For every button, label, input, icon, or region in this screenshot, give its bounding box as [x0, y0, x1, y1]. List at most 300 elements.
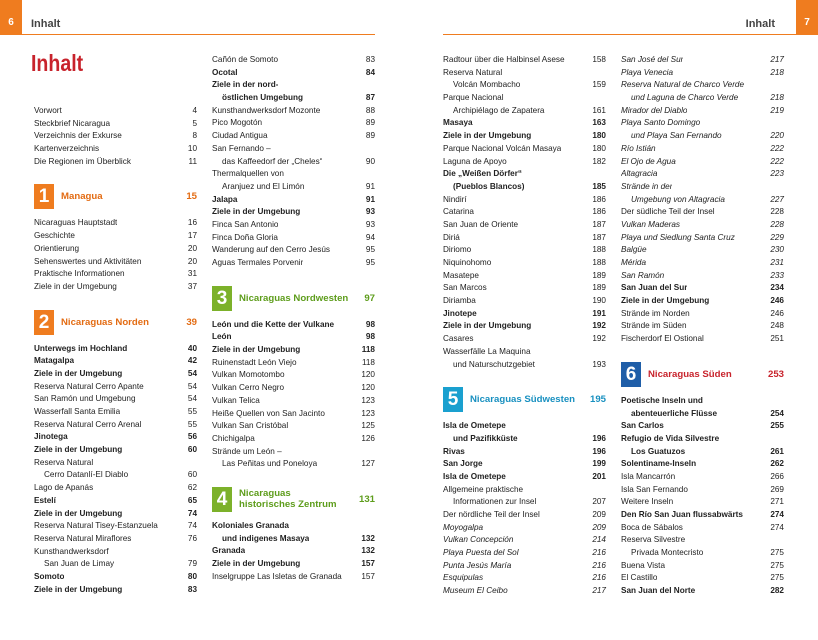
toc-entry-page: 220 [770, 131, 784, 141]
toc-entry[interactable] [212, 433, 375, 446]
toc-entry[interactable] [621, 484, 784, 497]
toc-entry-title: Ziele in der Umgebung [212, 559, 301, 568]
toc-entry[interactable] [621, 496, 784, 509]
toc-entry[interactable] [34, 444, 197, 457]
toc-entry[interactable] [212, 105, 375, 118]
toc-entry[interactable] [34, 130, 197, 143]
toc-entry[interactable] [34, 457, 197, 470]
toc-entry-page: 16 [187, 218, 197, 228]
toc-entry[interactable] [212, 79, 375, 92]
toc-entry[interactable] [621, 509, 784, 522]
toc-entry[interactable] [443, 560, 606, 573]
toc-entry-page: 186 [592, 207, 606, 217]
toc-entry[interactable] [443, 181, 606, 194]
toc-entry[interactable] [34, 343, 197, 356]
toc-entry-page: 40 [187, 343, 197, 353]
toc-entry-page: 187 [592, 232, 606, 242]
toc-entry-title: Moyogalpa [443, 522, 484, 532]
toc-entry[interactable] [34, 482, 197, 495]
toc-entry-page: 60 [187, 445, 197, 455]
toc-entry[interactable] [34, 495, 197, 508]
toc-entry[interactable] [212, 520, 375, 533]
toc-entry[interactable] [34, 355, 197, 368]
toc-entry-page: 120 [361, 370, 375, 380]
toc-entry-page: 4 [192, 106, 197, 115]
section-page: 39 [186, 316, 197, 328]
toc-entry-title: Umgebung von Altagracia [631, 194, 725, 204]
toc-entry[interactable] [212, 571, 375, 584]
toc-entry-title: Playa und Siedlung Santa Cruz [621, 232, 735, 242]
section-6-heading[interactable] [621, 360, 784, 389]
toc-entry-title: Archipiélago de Zapatera [453, 105, 545, 115]
toc-entry[interactable] [34, 217, 197, 230]
toc-entry-title: Parque Nacional [443, 93, 504, 103]
toc-entry-title: Ziele in der Umgebung [34, 281, 117, 291]
toc-entry[interactable] [443, 346, 606, 359]
toc-entry[interactable] [621, 560, 784, 573]
section-4-heading[interactable] [212, 485, 375, 514]
toc-entry-title: Koloniales Granada [212, 520, 289, 530]
toc-entry-title: Río Istián [621, 143, 656, 153]
toc-entry-title: Den Río San Juan flussabwärts [621, 510, 743, 519]
toc-entry[interactable] [34, 431, 197, 444]
toc-entry[interactable] [443, 496, 606, 509]
toc-entry-title: Ziele in der nord- [212, 80, 279, 90]
toc-entry-title: Ziele in der Umgebung [212, 207, 301, 217]
toc-entry[interactable] [443, 420, 606, 433]
toc-entry[interactable] [34, 105, 197, 118]
toc-entry[interactable] [621, 320, 784, 333]
toc-entry-title: San Carlos [621, 421, 664, 431]
toc-entry-page: 186 [592, 194, 606, 204]
toc-entry-title: El Ojo de Agua [621, 156, 676, 166]
toc-entry[interactable] [443, 270, 606, 283]
toc-entry-title: Diriomo [443, 245, 472, 255]
toc-entry[interactable] [443, 67, 606, 80]
toc-entry[interactable] [621, 308, 784, 321]
toc-entry[interactable] [212, 319, 375, 332]
toc-entry[interactable] [621, 206, 784, 219]
column-3-list [443, 54, 606, 371]
toc-entry[interactable] [212, 446, 375, 459]
section-2-list [34, 343, 197, 597]
toc-entry-title: Praktische Informationen [34, 269, 125, 279]
toc-entry[interactable] [621, 270, 784, 283]
toc-entry-page: 217 [592, 586, 606, 596]
toc-entry-page: 216 [592, 573, 606, 583]
toc-entry[interactable] [621, 156, 784, 169]
toc-entry[interactable] [212, 156, 375, 169]
toc-entry[interactable] [443, 572, 606, 585]
toc-entry-page: 91 [365, 194, 375, 204]
toc-entry[interactable] [212, 194, 375, 207]
toc-entry[interactable] [443, 282, 606, 295]
toc-entry[interactable] [212, 219, 375, 232]
toc-entry-title: Las Peñitas und Poneloya [222, 459, 318, 469]
toc-entry[interactable] [621, 534, 784, 547]
toc-entry-title: Granada [212, 546, 246, 556]
toc-entry-title: Chichigalpa [212, 433, 255, 443]
toc-entry[interactable] [34, 558, 197, 571]
toc-entry-title: Fischerdorf El Ostional [621, 334, 704, 344]
toc-entry[interactable] [621, 92, 784, 105]
toc-entry[interactable] [34, 281, 197, 294]
section-number-badge: 3 [212, 286, 232, 311]
toc-entry[interactable] [621, 572, 784, 585]
toc-entry[interactable] [443, 206, 606, 219]
toc-entry-title: Mirador del Diablo [621, 105, 688, 115]
toc-entry[interactable] [34, 419, 197, 432]
toc-entry[interactable] [443, 320, 606, 333]
toc-entry[interactable] [443, 509, 606, 522]
section-page: 97 [364, 292, 375, 304]
toc-entry-page: 269 [770, 484, 784, 494]
toc-entry-title: Nicaraguas Hauptstadt [34, 218, 118, 228]
toc-entry[interactable] [212, 331, 375, 344]
toc-entry[interactable] [443, 534, 606, 547]
toc-entry-page: 222 [770, 156, 784, 166]
section-title: Nicaraguas Nordwesten [239, 292, 349, 304]
toc-entry-page: 189 [592, 270, 606, 280]
toc-entry-title: Vorwort [34, 106, 62, 115]
toc-entry[interactable] [212, 533, 375, 546]
toc-entry[interactable] [443, 359, 606, 372]
toc-entry-title: Los Guatuzos [631, 446, 686, 456]
toc-entry[interactable] [443, 257, 606, 270]
toc-entry[interactable] [34, 368, 197, 381]
toc-entry-title: Kunsthandwerksdorf [34, 546, 109, 556]
toc-entry[interactable] [443, 471, 606, 484]
toc-entry-page: 123 [361, 395, 375, 405]
toc-entry[interactable] [443, 117, 606, 130]
toc-entry-title: das Kaffeedorf der „Cheles“ [222, 156, 323, 166]
toc-entry-page: 187 [592, 219, 606, 229]
section-number-badge: 4 [212, 487, 232, 512]
right-header-rule [443, 34, 818, 35]
toc-entry[interactable] [212, 382, 375, 395]
toc-entry[interactable] [34, 469, 197, 482]
toc-entry[interactable] [443, 585, 606, 598]
section-1-heading[interactable] [34, 182, 197, 211]
toc-entry-page: 228 [770, 219, 784, 229]
toc-entry-page: 88 [365, 105, 375, 115]
toc-entry-page: 161 [592, 105, 606, 115]
toc-entry[interactable] [212, 244, 375, 257]
toc-entry-page: 95 [365, 258, 375, 267]
toc-entry-title: León [212, 332, 232, 342]
toc-entry-title: Ziele in der Umgebung [212, 345, 301, 355]
toc-entry[interactable] [443, 333, 606, 346]
toc-entry-title: Unterwegs im Hochland [34, 343, 128, 353]
toc-entry-page: 219 [770, 105, 784, 115]
toc-entry-title: Strände im Norden [621, 308, 690, 318]
toc-entry-title: Thermalquellen von [212, 169, 284, 179]
toc-entry-page: 261 [770, 446, 784, 456]
toc-entry-page: 91 [365, 181, 375, 191]
toc-entry[interactable] [212, 395, 375, 408]
toc-entry-title: Parque Nacional Volcán Masaya [443, 143, 562, 153]
toc-entry[interactable] [212, 420, 375, 433]
toc-entry[interactable] [621, 168, 784, 181]
toc-entry[interactable] [212, 458, 375, 471]
toc-entry-title: Esquipulas [443, 573, 484, 583]
toc-entry[interactable] [34, 243, 197, 256]
toc-entry-title: Ziele in der Umgebung [443, 131, 532, 141]
toc-entry[interactable] [621, 194, 784, 207]
toc-entry-title: Reserva Natural Miraflores [34, 533, 132, 543]
toc-entry-title: Der nördliche Teil der Insel [443, 510, 540, 519]
toc-entry[interactable] [621, 333, 784, 346]
toc-entry[interactable] [621, 282, 784, 295]
toc-entry-title: Wanderung auf den Cerro Jesús [212, 245, 331, 255]
toc-entry[interactable] [212, 257, 375, 270]
toc-entry-title: Casares [443, 334, 474, 344]
toc-entry[interactable] [34, 143, 197, 156]
toc-entry-page: 20 [187, 243, 197, 253]
toc-entry-page: 209 [592, 510, 606, 519]
section-title-line-1: Nicaraguas [239, 488, 291, 500]
toc-entry-page: 214 [592, 535, 606, 545]
toc-entry-page: 54 [187, 394, 197, 404]
toc-entry[interactable] [212, 206, 375, 219]
toc-entry-title: Playa Venecia [621, 67, 674, 77]
toc-entry-page: 192 [592, 334, 606, 344]
toc-entry-title: Steckbrief Nicaragua [34, 118, 110, 128]
toc-entry[interactable] [212, 92, 375, 105]
toc-entry[interactable] [443, 219, 606, 232]
toc-entry[interactable] [443, 547, 606, 560]
toc-column-1 [34, 105, 197, 596]
toc-entry-page: 218 [770, 67, 784, 77]
toc-entry[interactable] [621, 181, 784, 194]
toc-entry-page: 254 [770, 408, 784, 418]
toc-entry[interactable] [621, 130, 784, 143]
toc-column-4 [621, 54, 784, 598]
toc-entry[interactable] [621, 547, 784, 560]
toc-entry-title: San Ramón [621, 270, 665, 280]
toc-entry-title: Balgüe [621, 245, 647, 255]
toc-entry[interactable] [621, 79, 784, 92]
toc-entry[interactable] [443, 92, 606, 105]
toc-entry-title: Punta Jesús María [443, 560, 512, 570]
toc-entry[interactable] [34, 546, 197, 559]
toc-column-3 [443, 54, 606, 598]
toc-entry-page: 74 [187, 508, 197, 518]
toc-entry[interactable] [443, 79, 606, 92]
toc-entry-page: 83 [365, 55, 375, 64]
toc-entry[interactable] [212, 344, 375, 357]
toc-entry-title: Refugio de Vida Silvestre [621, 433, 720, 443]
toc-entry-title: abenteuerliche Flüsse [631, 408, 718, 418]
toc-entry[interactable] [621, 117, 784, 130]
toc-entry-page: 56 [187, 432, 197, 442]
section-5-heading[interactable] [443, 385, 606, 414]
toc-entry[interactable] [621, 257, 784, 270]
toc-entry[interactable] [621, 585, 784, 598]
toc-entry-page: 159 [592, 80, 606, 90]
toc-entry-page: 87 [365, 93, 375, 103]
toc-entry-title: und Laguna de Charco Verde [631, 93, 739, 103]
toc-entry-title: Ruinenstadt León Viejo [212, 357, 297, 367]
toc-entry[interactable] [212, 408, 375, 421]
toc-entry[interactable] [34, 571, 197, 584]
toc-entry[interactable] [34, 256, 197, 269]
toc-entry[interactable] [621, 244, 784, 257]
toc-entry[interactable] [443, 522, 606, 535]
toc-entry[interactable] [212, 168, 375, 181]
toc-entry[interactable] [621, 105, 784, 118]
toc-entry[interactable] [212, 357, 375, 370]
toc-entry[interactable] [443, 458, 606, 471]
toc-entry-title: San Juan del Sur [621, 283, 688, 293]
toc-entry[interactable] [443, 244, 606, 257]
toc-entry[interactable] [443, 168, 606, 181]
toc-entry-title: Informationen zur Insel [453, 497, 537, 507]
toc-entry[interactable] [621, 295, 784, 308]
toc-entry[interactable] [621, 395, 784, 408]
toc-entry[interactable] [212, 130, 375, 143]
section-title: Managua [61, 191, 103, 203]
toc-entry[interactable] [34, 381, 197, 394]
toc-entry-title: Isla Mancarrón [621, 471, 676, 481]
toc-entry[interactable] [34, 520, 197, 533]
toc-entry[interactable] [212, 369, 375, 382]
toc-entry[interactable] [621, 219, 784, 232]
toc-entry-title: Isla de Ometepe [443, 421, 506, 431]
toc-entry-title: Aguas Termales Porvenir [212, 258, 304, 267]
toc-entry[interactable] [212, 54, 375, 67]
toc-entry-page: 228 [770, 207, 784, 217]
toc-entry[interactable] [443, 295, 606, 308]
toc-entry[interactable] [212, 143, 375, 156]
toc-entry[interactable] [621, 522, 784, 535]
toc-entry[interactable] [443, 156, 606, 169]
toc-entry[interactable] [621, 471, 784, 484]
toc-entry[interactable] [621, 433, 784, 446]
toc-entry-page: 93 [365, 207, 375, 217]
left-page-number: 6 [0, 0, 22, 34]
toc-entry[interactable] [621, 458, 784, 471]
toc-entry-title: Laguna de Apoyo [443, 156, 507, 166]
toc-entry[interactable] [443, 105, 606, 118]
toc-entry[interactable] [621, 408, 784, 421]
toc-entry[interactable] [34, 118, 197, 131]
toc-entry[interactable] [212, 232, 375, 245]
toc-entry[interactable] [212, 558, 375, 571]
toc-entry-page: 196 [592, 446, 606, 456]
section-3-heading[interactable] [212, 284, 375, 313]
toc-entry[interactable] [621, 232, 784, 245]
toc-entry-page: 223 [770, 169, 784, 179]
toc-entry[interactable] [34, 393, 197, 406]
toc-entry-title: Reserva Natural [34, 457, 94, 467]
toc-entry-title: Ciudad Antigua [212, 131, 268, 141]
toc-entry[interactable] [621, 143, 784, 156]
toc-entry[interactable] [443, 143, 606, 156]
toc-entry[interactable] [443, 308, 606, 321]
section-number-badge: 6 [621, 362, 641, 387]
section-2-heading[interactable] [34, 308, 197, 337]
toc-entry-title: Playa Santo Domingo [621, 118, 701, 128]
toc-entry-page: 275 [770, 548, 784, 558]
toc-entry[interactable] [443, 232, 606, 245]
toc-entry-page: 62 [187, 483, 197, 493]
toc-entry[interactable] [443, 130, 606, 143]
column-4-list [621, 54, 784, 346]
toc-entry[interactable] [443, 194, 606, 207]
toc-entry-title: Niquinohomo [443, 258, 492, 267]
toc-entry[interactable] [621, 420, 784, 433]
toc-entry-title: Reserva Natural Cerro Arenal [34, 419, 142, 429]
section-number-badge: 1 [34, 184, 54, 209]
toc-entry-title: Ziele in der Umgebung [443, 321, 532, 331]
toc-entry[interactable] [34, 406, 197, 419]
toc-entry-title: Estelí [34, 495, 56, 505]
toc-entry[interactable] [443, 54, 606, 67]
toc-entry[interactable] [212, 67, 375, 80]
section-page: 253 [767, 368, 784, 380]
toc-entry-page: 255 [770, 421, 784, 431]
toc-entry-title: El Castillo [621, 573, 658, 583]
toc-entry[interactable] [34, 268, 197, 281]
toc-entry-page: 201 [592, 471, 606, 481]
toc-entry-title: San Jorge [443, 459, 483, 469]
toc-entry-title: Strände im Süden [621, 321, 687, 331]
toc-entry[interactable] [443, 446, 606, 459]
toc-entry-title: Cerro Datanlí-El Diablo [44, 470, 129, 480]
toc-entry-page: 234 [770, 283, 784, 293]
toc-entry[interactable] [34, 230, 197, 243]
toc-entry-title: Ziele in der Umgebung [621, 296, 710, 306]
toc-entry[interactable] [34, 533, 197, 546]
toc-entry-title: Wasserfall Santa Emilia [34, 407, 121, 416]
toc-entry-title: östlichen Umgebung [222, 93, 303, 103]
toc-entry-page: 55 [187, 419, 197, 429]
toc-entry[interactable] [443, 433, 606, 446]
toc-entry[interactable] [443, 484, 606, 497]
section-number-badge: 2 [34, 310, 54, 335]
toc-entry[interactable] [621, 54, 784, 67]
toc-entry[interactable] [621, 446, 784, 459]
toc-entry-page: 266 [770, 471, 784, 481]
toc-entry-title: Vulkan Momotombo [212, 370, 285, 380]
left-header-rule [0, 34, 375, 35]
toc-entry-title: San Ramón und Umgebung [34, 394, 136, 404]
toc-entry-page: 89 [365, 131, 375, 141]
toc-entry[interactable] [212, 545, 375, 558]
toc-entry[interactable] [212, 117, 375, 130]
toc-entry[interactable] [34, 584, 197, 597]
toc-entry-title: San Juan del Norte [621, 586, 696, 596]
toc-entry-page: 132 [361, 533, 375, 543]
toc-entry-page: 79 [187, 559, 197, 569]
toc-entry[interactable] [34, 156, 197, 169]
toc-entry-title: San Marcos [443, 283, 487, 293]
toc-entry[interactable] [34, 508, 197, 521]
toc-entry-page: 207 [592, 497, 606, 507]
toc-entry-page: 227 [770, 194, 784, 204]
toc-entry[interactable] [621, 67, 784, 80]
toc-entry-page: 180 [592, 131, 606, 141]
toc-entry[interactable] [212, 181, 375, 194]
toc-entry-page: 196 [592, 433, 606, 443]
toc-entry-title: Ziele in der Umgebung [34, 584, 123, 594]
column-2-list [212, 54, 375, 270]
toc-entry-page: 80 [187, 571, 197, 581]
toc-entry-title: Vulkan Maderas [621, 219, 681, 229]
toc-entry-title: Die Regionen im Überblick [34, 156, 131, 166]
toc-entry-page: 246 [770, 308, 784, 318]
